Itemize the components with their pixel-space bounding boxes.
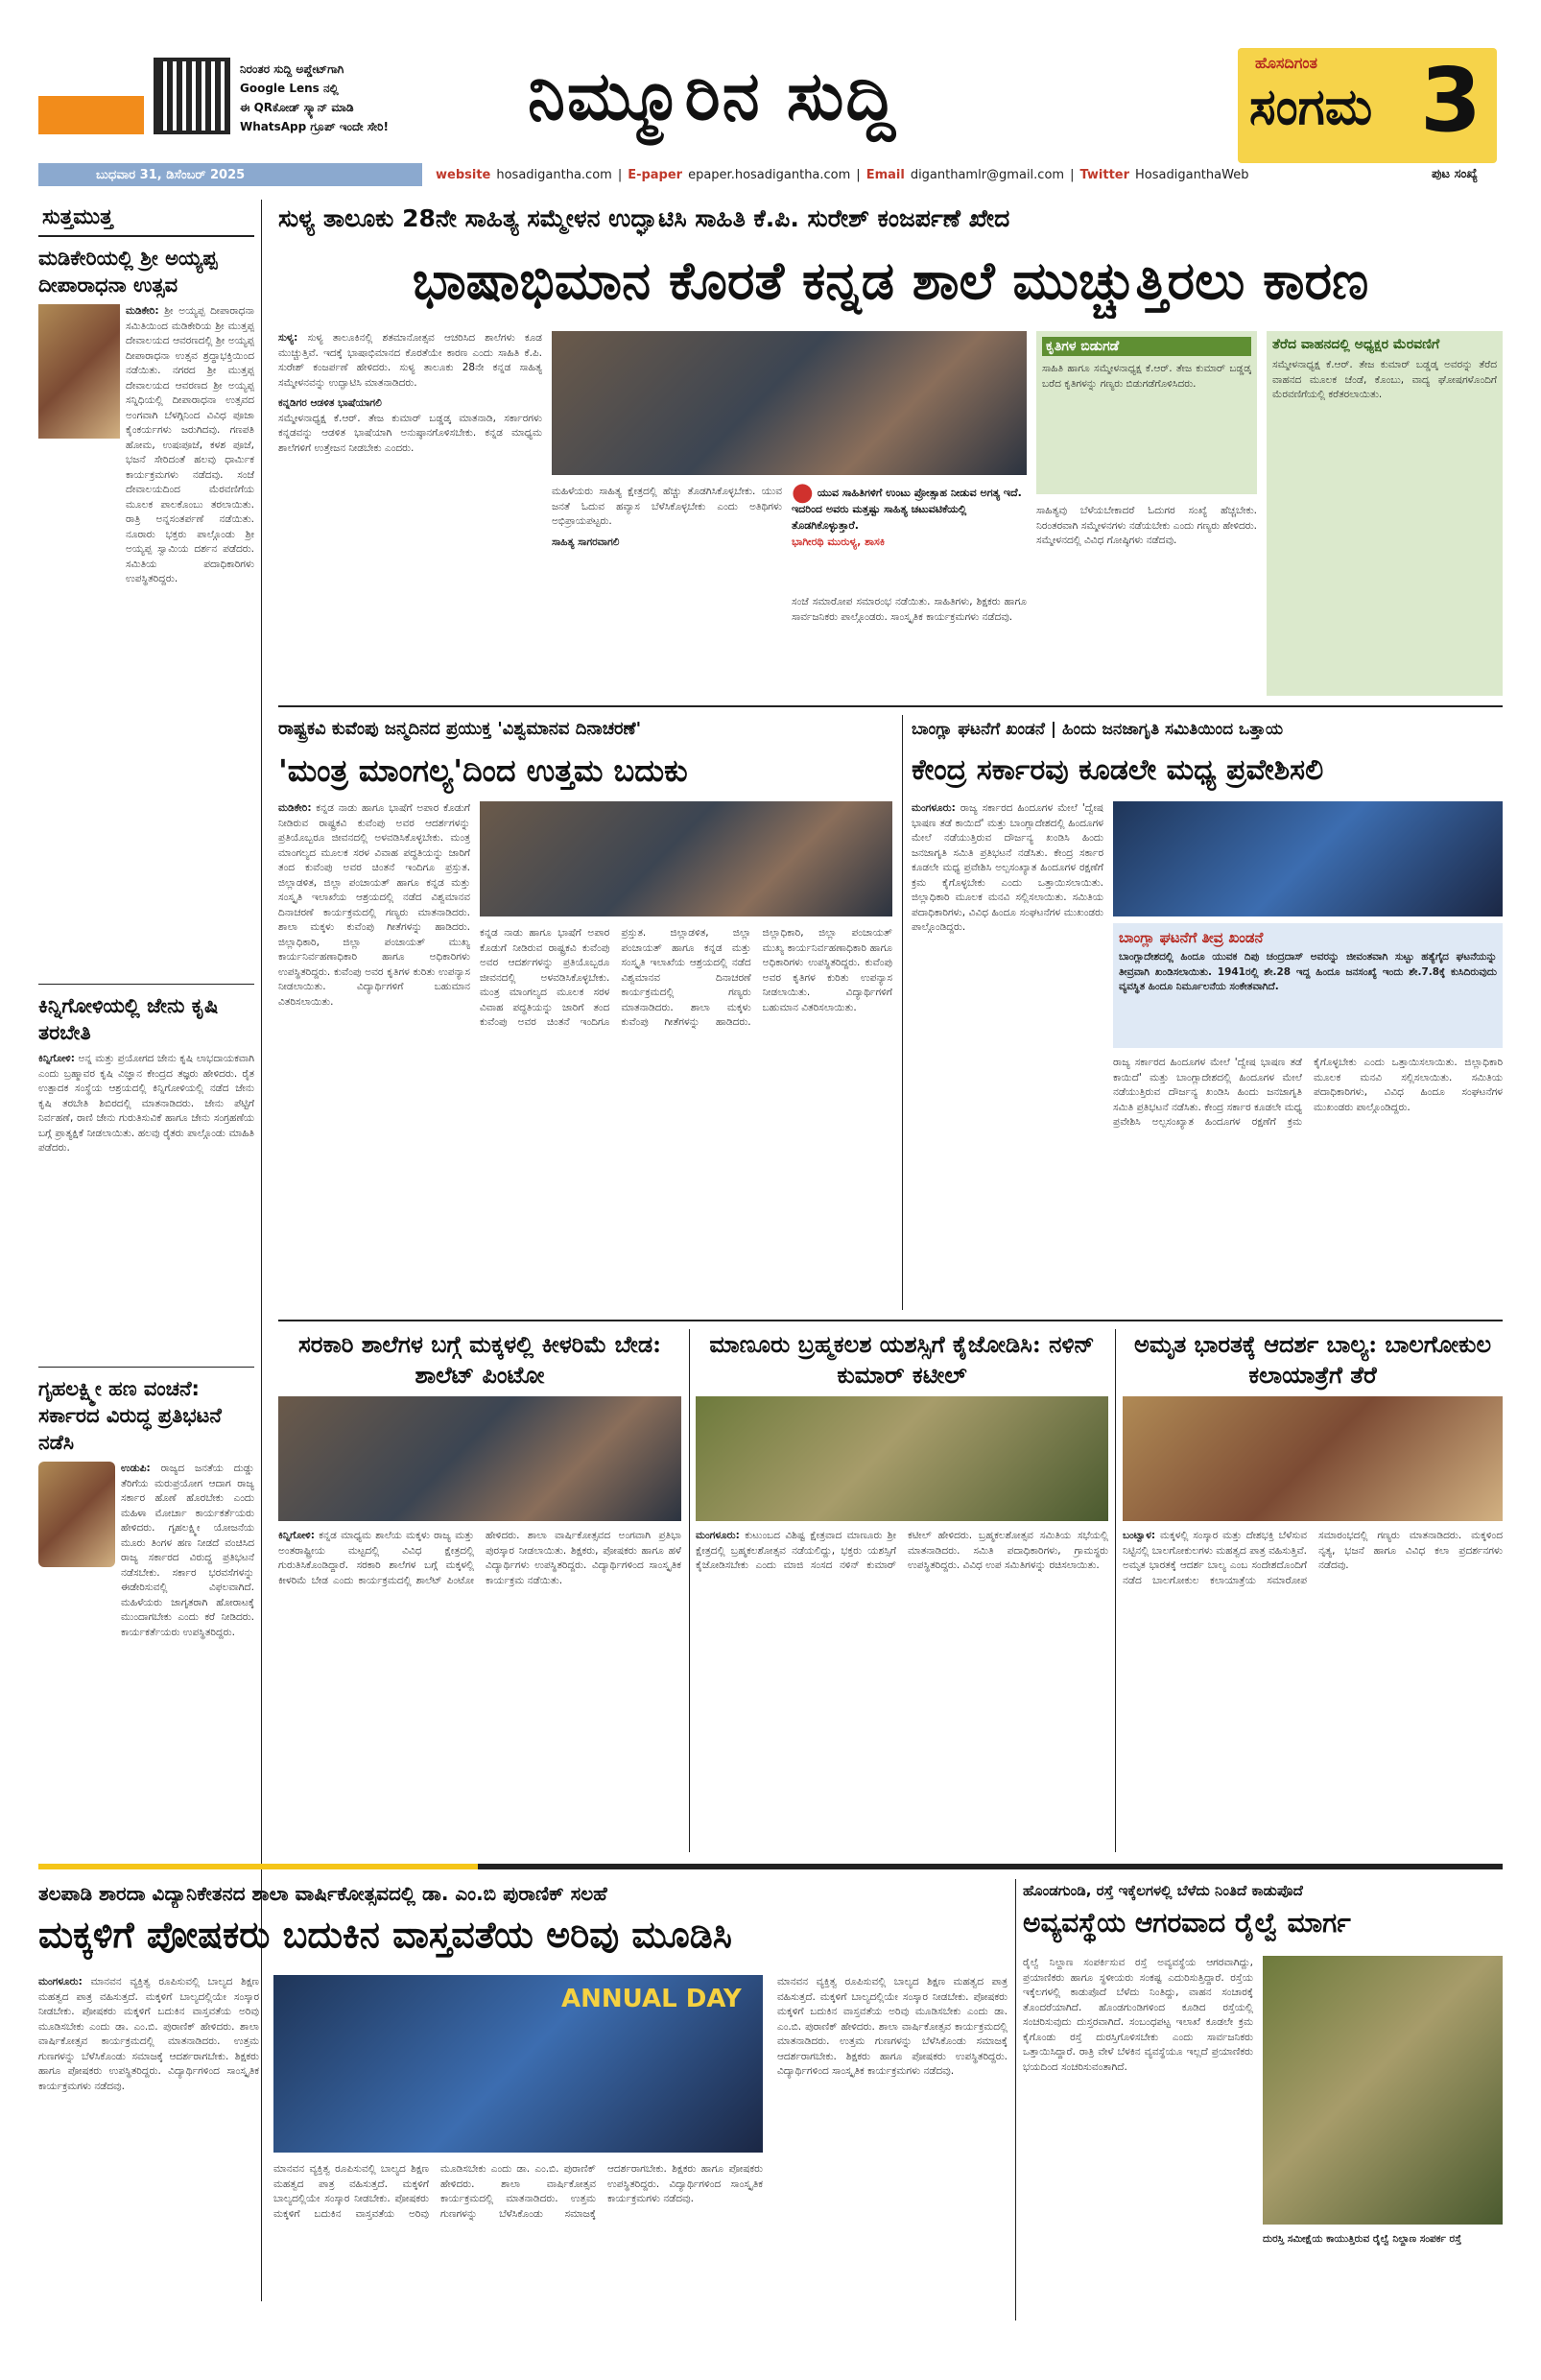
row3-photo <box>1123 1396 1503 1521</box>
dateline: ಮಡಿಕೇರಿ: <box>126 305 159 317</box>
annual-day-photo <box>273 1975 763 2153</box>
box-title: ಬಾಂಗ್ಲಾ ಘಟನೆಗೆ ತೀವ್ರ ಖಂಡನೆ <box>1119 929 1264 946</box>
twitter-link[interactable]: HosadiganthaWeb <box>1135 167 1249 182</box>
sidebar-title: ಸುತ್ತಮುತ್ತ <box>38 200 254 237</box>
brand-block <box>1238 48 1497 163</box>
website-link[interactable]: hosadigantha.com <box>496 167 612 182</box>
sidebar-headline[interactable]: ಮಡಿಕೇರಿಯಲ್ಲಿ ಶ್ರೀ ಅಯ್ಯಪ್ಪ ದೀಪಾರಾಧನಾ ಉತ್ಸವ <box>38 247 218 297</box>
email-link[interactable]: diganthamlr@gmail.com <box>910 167 1065 182</box>
bottom-left-kicker[interactable]: ತಲಪಾಡಿ ಶಾರದಾ ವಿದ್ಯಾನಿಕೇತನದ ಶಾಲಾ ವಾರ್ಷಿಕೋತ್ಸವದಲ್ಲಿ ಡಾ. ಎಂ.ಬಿ ಪುರಾಣಿಕ್ ಸಲಹೆ <box>38 1882 607 1905</box>
edition-date: ಬುಧವಾರ 31, ಡಿಸೆಂಬರ್ 2025 <box>96 167 246 182</box>
bottom-right-story <box>1023 1879 1503 2320</box>
lead-quote <box>792 478 1027 590</box>
sidebar-body: ರಾಜ್ಯದ ಜನತೆಯ ದುಡ್ಡು ತೆರಿಗೆಯ ಮರುಪ್ರಯೋಗ ಆದಾಗ ರಾಜ್ಯ ಸರ್ಕಾರ ಹೊಣೆ ಹೊರಬೇಕು ಎಂದು ಮಹಿಳಾ ಮೋರ್ಚಾ ಕಾರ್ಯಕರ್ತೆಯರು ಹೇಳಿದರು. ಗೃಹಲಕ್ಷ್ಮೀ ಯೋಜನೆಯ ಮೂರು ತಿಂಗಳ ಹಣ ನೀಡದೆ ವಂಚಿಸಿದ ರಾಜ್ಯ ಸರ್ಕಾರದ ವಿರುದ್ಧ ಪ್ರತಿಭಟನೆ ನಡೆಸಬೇಕು. ಸರ್ಕಾರ ಭರವಸೆಗಳನ್ನು ಈಡೇರಿಸುವಲ್ಲಿ ವಿಫಲವಾಗಿದೆ. ಮಹಿಳೆಯರು ಜಾಗೃತರಾಗಿ ಹೋರಾಟಕ್ಕೆ ಮುಂದಾಗಬೇಕು ಎಂದು ಕರೆ ನೀಡಿದರು. ಕಾರ್ಯಕರ್ತೆಯರು ಉಪಸ್ಥಿತರಿದ್ದರು. <box>121 1463 254 1638</box>
story2-body-col <box>278 801 470 1310</box>
box-title: ತೆರೆದ ವಾಹನದಲ್ಲಿ ಅಧ್ಯಕ್ಷರ ಮೆರವಣಿಗೆ <box>1272 337 1440 352</box>
paper-title: ನಿಮ್ಮೂರಿನ ಸುದ್ದಿ <box>528 56 897 135</box>
quote-icon: ● <box>792 478 814 507</box>
story3-headline[interactable]: ಕೇಂದ್ರ ಸರ್ಕಾರವು ಕೂಡಲೇ ಮಧ್ಯ ಪ್ರವೇಶಿಸಲಿ <box>912 753 1324 787</box>
story2-body-cont: ಕನ್ನಡ ನಾಡು ಹಾಗೂ ಭಾಷೆಗೆ ಅಪಾರ ಕೊಡುಗೆ ನೀಡಿರುವ ರಾಷ್ಟ್ರಕವಿ ಕುವೆಂಪು ಅವರ ಆದರ್ಶಗಳನ್ನು ಪ್ರತಿಯೊಬ್ಬರೂ ಜೀವನದಲ್ಲಿ ಅಳವಡಿಸಿಕೊಳ್ಳಬೇಕು. ಮಂತ್ರ ಮಾಂಗಲ್ಯದ ಮೂಲಕ ಸರಳ ವಿವಾಹ ಪದ್ಧತಿಯನ್ನು ಜಾರಿಗೆ ತಂದ ಕುವೆಂಪು ಅವರ ಚಿಂತನೆ ಇಂದಿಗೂ ಪ್ರಸ್ತುತ. ಜಿಲ್ಲಾಡಳಿತ, ಜಿಲ್ಲಾ ಪಂಚಾಯತ್ ಹಾಗೂ ಕನ್ನಡ ಮತ್ತು ಸಂಸ್ಕೃತಿ ಇಲಾಖೆಯ ಆಶ್ರಯದಲ್ಲಿ ನಡೆದ ವಿಶ್ವಮಾನವ ದಿನಾಚರಣೆ ಕಾರ್ಯಕ್ರಮದಲ್ಲಿ ಗಣ್ಯರು ಮಾತನಾಡಿದರು. ಶಾಲಾ ಮಕ್ಕಳು ಕುವೆಂಪು ಗೀತೆಗಳನ್ನು ಹಾಡಿದರು. ಜಿಲ್ಲಾಧಿಕಾರಿ, ಜಿಲ್ಲಾ ಪಂಚಾಯತ್ ಮುಖ್ಯ ಕಾರ್ಯನಿರ್ವಹಣಾಧಿಕಾರಿ ಹಾಗೂ ಅಧಿಕಾರಿಗಳು ಉಪಸ್ಥಿತರಿದ್ದರು. ಕುವೆಂಪು ಅವರ ಕೃತಿಗಳ ಕುರಿತು ಉಪನ್ಯಾಸ ನೀಡಲಾಯಿತು. ವಿದ್ಯಾರ್ಥಿಗಳಿಗೆ ಬಹುಮಾನ ವಿತರಿಸಲಾಯಿತು. <box>480 927 892 1028</box>
promo-line-4: WhatsApp ಗ್ರೂಪ್ ಇಂದೇ ಸೇರಿ! <box>240 120 389 133</box>
sidebar-headline[interactable]: ಗೃಹಲಕ್ಷ್ಮೀ ಹಣ ವಂಚನೆ: ಸರ್ಕಾರದ ವಿರುದ್ಧ ಪ್ರತಿಭಟನೆ ನಡೆಸಿ <box>38 1377 222 1454</box>
row2-bottom-rule <box>278 1320 1503 1321</box>
box-body: ಸಮ್ಮೇಳನಾಧ್ಯಕ್ಷ ಕೆ.ಆರ್. ತೇಜ ಕುಮಾರ್ ಬಡ್ಡಡ್ಕ ಅವರನ್ನು ತೆರೆದ ವಾಹನದ ಮೂಲಕ ಚೆಂಡೆ, ಕೊಂಬು, ವಾದ್ಯ ಘೋಷಗಳೊಂದಿಗೆ ಮೆರವಣಿಗೆಯಲ್ಲಿ ಕರೆತರಲಾಯಿತು. <box>1272 359 1497 400</box>
ayyappa-photo <box>38 304 120 439</box>
lead-subhead-2: ಸಾಹಿತ್ಯ ಸಾಗರವಾಗಲಿ <box>552 536 620 548</box>
lead-photo <box>552 331 1027 475</box>
lead-col-4 <box>1036 504 1257 696</box>
row3-photo <box>696 1396 1108 1521</box>
dateline: ಕಿನ್ನಿಗೋಳಿ: <box>278 1530 315 1541</box>
separator: | <box>617 167 623 182</box>
masthead <box>0 0 1541 192</box>
divider <box>38 1367 254 1368</box>
dateline: ಮಡಿಕೇರಿ: <box>278 802 312 814</box>
sidebar-body: ಶ್ರೀ ಅಯ್ಯಪ್ಪ ದೀಪಾರಾಧನಾ ಸಮಿತಿಯಿಂದ ಮಡಿಕೇರಿಯ ಶ್ರೀ ಮುತ್ತಪ್ಪ ದೇವಾಲಯದ ಆವರಣದಲ್ಲಿ ಶ್ರೀ ಅಯ್ಯಪ್ಪ ದೀಪಾರಾಧನಾ ಉತ್ಸವ ಶ್ರದ್ಧಾಭಕ್ತಿಯಿಂದ ನಡೆಯಿತು. ನಗರದ ಶ್ರೀ ಮುತ್ತಪ್ಪ ದೇವಾಲಯದ ಆವರಣದ ಶ್ರೀ ಅಯ್ಯಪ್ಪ ಸನ್ನಿಧಿಯಲ್ಲಿ ದೀಪಾರಾಧನಾ ಉತ್ಸವದ ಅಂಗವಾಗಿ ಬೆಳಗ್ಗಿನಿಂದ ವಿವಿಧ ಪೂಜಾ ಕೈಂಕರ್ಯಗಳು ಜರುಗಿದವು. ಗಣಪತಿ ಹೋಮ, ಉಷಃಪೂಜೆ, ಕಳಶ ಪೂಜೆ, ಭಜನೆ ಸೇರಿದಂತೆ ಹಲವು ಧಾರ್ಮಿಕ ಕಾರ್ಯಕ್ರಮಗಳು ನಡೆದವು. ಸಂಜೆ ದೇವಾಲಯದಿಂದ ಮೆರವಣಿಗೆಯ ಮೂಲಕ ಪಾಲಕೊಂಬು ತರಲಾಯಿತು. ರಾತ್ರಿ ಅನ್ನಸಂತರ್ಪಣೆ ನಡೆಯಿತು. ನೂರಾರು ಭಕ್ತರು ಪಾಲ್ಗೊಂಡು ಶ್ರೀ ಅಯ್ಯಪ್ಪ ಸ್ವಾಮಿಯ ದರ್ಶನ ಪಡೆದರು. ಸಮಿತಿಯ ಪದಾಧಿಕಾರಿಗಳು ಉಪಸ್ಥಿತರಿದ್ದರು. <box>126 305 254 584</box>
website-label: website <box>436 167 491 182</box>
lead-body-4: ಸಂಜೆ ಸಮಾರೋಪ ಸಮಾರಂಭ ನಡೆಯಿತು. ಸಾಹಿತಿಗಳು, ಶಿಕ್ಷಕರು ಹಾಗೂ ಸಾರ್ವಜನಿಕರು ಪಾಲ್ಗೊಂಡರು. ಸಾಂಸ್ಕೃತಿಕ ಕಾರ್ಯಕ್ರಮಗಳು ನಡೆದವು. <box>792 596 1027 623</box>
lead-body: ಸುಳ್ಯ ತಾಲೂಕಿನಲ್ಲಿ ಶತಮಾನೋತ್ಸವ ಆಚರಿಸಿದ ಶಾಲೆಗಳು ಕೂಡ ಮುಚ್ಚುತ್ತಿವೆ. ಇದಕ್ಕೆ ಭಾಷಾಭಿಮಾನದ ಕೊರತೆಯೇ ಕಾರಣ ಎಂದು ಸಾಹಿತಿ ಕೆ.ಪಿ. ಸುರೇಶ್ ಕಂಜರ್ಪಣೆ ಹೇಳಿದರು. ಸುಳ್ಯ ತಾಲೂಕು 28ನೇ ಕನ್ನಡ ಸಾಹಿತ್ಯ ಸಮ್ಮೇಳನವನ್ನು ಉದ್ಘಾಟಿಸಿ ಮಾತನಾಡಿದರು. <box>278 332 542 389</box>
quote-text: ಯುವ ಸಾಹಿತಿಗಳಿಗೆ ಉಂಟು ಪ್ರೋತ್ಸಾಹ ನೀಡುವ ಅಗತ್ಯ ಇದೆ. ಇದರಿಂದ ಅವರು ಮತ್ತಷ್ಟು ಸಾಹಿತ್ಯ ಚಟುವಟಿಕೆಯಲ್ಲಿ ತೊಡಗಿಕೊಳ್ಳುತ್ತಾರೆ. <box>792 487 1022 532</box>
story2-body-col-2 <box>480 926 892 1310</box>
separator: | <box>856 167 861 182</box>
sidebar-story-1 <box>38 245 254 976</box>
sidebar-body: ಅನ್ನ ಮತ್ತು ಪ್ರಯೋಗದ ಜೇನು ಕೃಷಿ ಲಾಭದಾಯಕವಾಗಿ ಎಂದು ಬ್ರಹ್ಮಾವರ ಕೃಷಿ ವಿಜ್ಞಾನ ಕೇಂದ್ರದ ತಜ್ಞರು ಹೇಳಿದರು. ರೈತ ಉತ್ಪಾದಕ ಸಂಸ್ಥೆಯ ಆಶ್ರಯದಲ್ಲಿ ಕಿನ್ನಿಗೋಳಿಯಲ್ಲಿ ನಡೆದ ಜೇನು ಕೃಷಿ ತರಬೇತಿ ಶಿಬಿರದಲ್ಲಿ ಮಾತನಾಡಿದರು. ಜೇನು ಪೆಟ್ಟಿಗೆ ನಿರ್ವಹಣೆ, ರಾಣಿ ಜೇನು ಗುರುತಿಸುವಿಕೆ ಹಾಗೂ ಜೇನು ಸಂಗ್ರಹಣೆಯ ಬಗ್ಗೆ ಪ್ರಾತ್ಯಕ್ಷಿಕೆ ನೀಡಲಾಯಿತು. ಹಲವು ರೈತರು ಪಾಲ್ಗೊಂಡು ಮಾಹಿತಿ ಪಡೆದರು. <box>38 1053 254 1154</box>
row3-story-3 <box>1123 1329 1503 1852</box>
email-label: Email <box>865 167 905 182</box>
bottom-left-headline[interactable]: ಮಕ್ಕಳಿಗೆ ಪೋಷಕರು ಬದುಕಿನ ವಾಸ್ತವತೆಯ ಅರಿವು ಮೂಡಿಸಿ <box>38 1913 732 1956</box>
lead-headline[interactable]: ಭಾಷಾಭಿಮಾನ ಕೊರತೆ ಕನ್ನಡ ಶಾಲೆ ಮುಚ್ಚುತ್ತಿರಲು ಕಾರಣ <box>412 250 1369 311</box>
lead-col-1 <box>278 331 542 696</box>
row3-story-1 <box>278 1329 681 1852</box>
story3-body-col-2 <box>1113 1056 1503 1310</box>
epaper-link[interactable]: epaper.hosadigantha.com <box>688 167 851 182</box>
row3-body: ಮಕ್ಕಳಲ್ಲಿ ಸಂಸ್ಕಾರ ಮತ್ತು ದೇಶಭಕ್ತಿ ಬೆಳೆಸುವ ನಿಟ್ಟಿನಲ್ಲಿ ಬಾಲಗೋಕುಲಗಳು ಮಹತ್ವದ ಪಾತ್ರ ವಹಿಸುತ್ತಿವೆ. ಅಮೃತ ಭಾರತಕ್ಕೆ ಆದರ್ಶ ಬಾಲ್ಯ ಎಂಬ ಸಂದೇಶದೊಂದಿಗೆ ನಡೆದ ಬಾಲಗೋಕುಲ ಕಲಾಯಾತ್ರೆಯ ಸಮಾರೋಪ ಸಮಾರಂಭದಲ್ಲಿ ಗಣ್ಯರು ಮಾತನಾಡಿದರು. ಮಕ್ಕಳಿಂದ ನೃತ್ಯ, ಭಜನೆ ಹಾಗೂ ವಿವಿಧ ಕಲಾ ಪ್ರದರ್ಶನಗಳು ನಡೆದವು. <box>1123 1530 1503 1586</box>
row3-headline[interactable]: ಮಾಣೂರು ಬ್ರಹ್ಮಕಲಶ ಯಶಸ್ಸಿಗೆ ಕೈಜೋಡಿಸಿ: ನಳಿನ್ ಕುಮಾರ್ ಕಟೀಲ್ <box>709 1330 1095 1389</box>
row3-body: ಕುಟುಂಬದ ವಿಶಿಷ್ಟ ಕ್ಷೇತ್ರವಾದ ಮಾಣೂರು ಶ್ರೀ ಕ್ಷೇತ್ರದಲ್ಲಿ ಬ್ರಹ್ಮಕಲಶೋತ್ಸವ ನಡೆಯಲಿದ್ದು, ಭಕ್ತರು ಯಶಸ್ಸಿಗೆ ಕೈಜೋಡಿಸಬೇಕು ಎಂದು ಮಾಜಿ ಸಂಸದ ನಳಿನ್ ಕುಮಾರ್ ಕಟೀಲ್ ಹೇಳಿದರು. ಬ್ರಹ್ಮಕಲಶೋತ್ಸವ ಸಮಿತಿಯ ಸಭೆಯಲ್ಲಿ ಮಾತನಾಡಿದರು. ಸಮಿತಿ ಪದಾಧಿಕಾರಿಗಳು, ಗ್ರಾಮಸ್ಥರು ಉಪಸ್ಥಿತರಿದ್ದರು. ವಿವಿಧ ಉಪ ಸಮಿತಿಗಳನ್ನು ರಚಿಸಲಾಯಿತು. <box>696 1530 1108 1571</box>
story3-body-col <box>912 801 1103 1310</box>
lead-subhead-1: ಕನ್ನಡಿಗರ ಆಡಳಿತ ಭಾಷೆಯಾಗಲಿ <box>278 397 382 409</box>
story2-headline[interactable]: 'ಮಂತ್ರ ಮಾಂಗಲ್ಯ'ದಿಂದ ಉತ್ತಮ ಬದುಕು <box>278 752 688 789</box>
col-divider <box>1115 1329 1116 1852</box>
lead-kicker[interactable]: ಸುಳ್ಯ ತಾಲೂಕು 28ನೇ ಸಾಹಿತ್ಯ ಸಮ್ಮೇಳನ ಉದ್ಘಾಟಿಸಿ ಸಾಹಿತಿ ಕೆ.ಪಿ. ಸುರೇಶ್ ಕಂಜರ್ಪಣೆ ಖೇದ <box>278 204 1010 232</box>
bottom-left-body: ಮಾನವನ ವ್ಯಕ್ತಿತ್ವ ರೂಪಿಸುವಲ್ಲಿ ಬಾಲ್ಯದ ಶಿಕ್ಷಣ ಮಹತ್ವದ ಪಾತ್ರ ವಹಿಸುತ್ತದೆ. ಮಕ್ಕಳಿಗೆ ಬಾಲ್ಯದಲ್ಲಿಯೇ ಸಂಸ್ಕಾರ ನೀಡಬೇಕು. ಪೋಷಕರು ಮಕ್ಕಳಿಗೆ ಬದುಕಿನ ವಾಸ್ತವತೆಯ ಅರಿವು ಮೂಡಿಸಬೇಕು ಎಂದು ಡಾ. ಎಂ.ಬಿ. ಪುರಾಣಿಕ್ ಹೇಳಿದರು. ಶಾಲಾ ವಾರ್ಷಿಕೋತ್ಸವ ಕಾರ್ಯಕ್ರಮದಲ್ಲಿ ಮಾತನಾಡಿದರು. ಉತ್ತಮ ಗುಣಗಳನ್ನು ಬೆಳೆಸಿಕೊಂಡು ಸಮಾಜಕ್ಕೆ ಆದರ್ಶರಾಗಬೇಕು. ಶಿಕ್ಷಕರು ಹಾಗೂ ಪೋಷಕರು ಉಪಸ್ಥಿತರಿದ್ದರು. ವಿದ್ಯಾರ್ಥಿಗಳಿಂದ ಸಾಂಸ್ಕೃತಿಕ ಕಾರ್ಯಕ್ರಮಗಳು ನಡೆದವು. <box>38 1976 259 2092</box>
lead-bottom-rule <box>278 705 1503 707</box>
row3-story-2 <box>696 1329 1108 1852</box>
story3-box <box>1113 923 1503 1048</box>
dateline: ಉಡುಪಿ: <box>121 1463 151 1474</box>
story2-kicker[interactable]: ರಾಷ್ಟ್ರಕವಿ ಕುವೆಂಪು ಜನ್ಮದಿನದ ಪ್ರಯುಕ್ತ 'ವಿಶ್ವಮಾನವ ದಿನಾಚರಣೆ' <box>278 719 642 739</box>
page-tag: ಪುಟ ಸಂಖ್ಯೆ <box>1407 163 1503 186</box>
photo-caption: ದುರಸ್ತಿ ಸಮೀಕ್ಷೆಯ ಕಾಯುತ್ತಿರುವ ರೈಲ್ವೆ ನಿಲ್ದಾಣ ಸಂಪರ್ಕ ರಸ್ತೆ <box>1263 2233 1461 2245</box>
story3-body-cont: ರಾಜ್ಯ ಸರ್ಕಾರದ ಹಿಂದೂಗಳ ಮೇಲೆ 'ದ್ವೇಷ ಭಾಷಣ ತಡೆ ಕಾಯಿದೆ' ಮತ್ತು ಬಾಂಗ್ಲಾದೇಶದಲ್ಲಿ ಹಿಂದೂಗಳ ಮೇಲೆ ನಡೆಯುತ್ತಿರುವ ದೌರ್ಜನ್ಯ ಖಂಡಿಸಿ ಹಿಂದು ಜನಜಾಗೃತಿ ಸಮಿತಿ ಪ್ರತಿಭಟನೆ ನಡೆಸಿತು. ಕೇಂದ್ರ ಸರ್ಕಾರ ಕೂಡಲೇ ಮಧ್ಯ ಪ್ರವೇಶಿಸಿ ಅಲ್ಪಸಂಖ್ಯಾತ ಹಿಂದೂಗಳ ರಕ್ಷಣೆಗೆ ಕ್ರಮ ಕೈಗೊಳ್ಳಬೇಕು ಎಂದು ಒತ್ತಾಯಿಸಲಾಯಿತು. ಜಿಲ್ಲಾಧಿಕಾರಿ ಮೂಲಕ ಮನವಿ ಸಲ್ಲಿಸಲಾಯಿತು. ಸಮಿತಿಯ ಪದಾಧಿಕಾರಿಗಳು, ವಿವಿಧ ಹಿಂದೂ ಸಂಘಟನೆಗಳ ಮುಖಂಡರು ಪಾಲ್ಗೊಂಡಿದ್ದರು. <box>1113 1057 1503 1128</box>
portrait-photo <box>38 1462 115 1567</box>
sidebar-headline[interactable]: ಕಿನ್ನಿಗೋಳಿಯಲ್ಲಿ ಜೇನು ಕೃಷಿ ತರಬೇತಿ <box>38 994 219 1044</box>
lead-col-3 <box>792 595 1027 696</box>
story3-kicker[interactable]: ಬಾಂಗ್ಲಾ ಘಟನೆಗೆ ಖಂಡನೆ | ಹಿಂದು ಜನಜಾಗೃತಿ ಸಮಿತಿಯಿಂದ ಒತ್ತಾಯ <box>912 720 1284 739</box>
bottom-right-body: ರೈಲ್ವೆ ನಿಲ್ದಾಣ ಸಂಪರ್ಕಿಸುವ ರಸ್ತೆ ಅವ್ಯವಸ್ಥೆಯ ಆಗರವಾಗಿದ್ದು, ಪ್ರಯಾಣಿಕರು ಹಾಗೂ ಸ್ಥಳೀಯರು ಸಂಕಷ್ಟ ಎದುರಿಸುತ್ತಿದ್ದಾರೆ. ರಸ್ತೆಯ ಇಕ್ಕೆಲಗಳಲ್ಲಿ ಕಾಡುಪೊದೆ ಬೆಳೆದು ನಿಂತಿದ್ದು, ವಾಹನ ಸಂಚಾರಕ್ಕೆ ತೊಂದರೆಯಾಗಿದೆ. ಹೊಂಡಗುಂಡಿಗಳಿಂದ ಕೂಡಿದ ರಸ್ತೆಯಲ್ಲಿ ಸಂಚರಿಸುವುದು ದುಸ್ತರವಾಗಿದೆ. ಸಂಬಂಧಪಟ್ಟ ಇಲಾಖೆ ಕೂಡಲೇ ಕ್ರಮ ಕೈಗೊಂಡು ರಸ್ತೆ ದುರಸ್ತಿಗೊಳಿಸಬೇಕು ಎಂದು ಸಾರ್ವಜನಿಕರು ಒತ್ತಾಯಿಸಿದ್ದಾರೆ. ರಾತ್ರಿ ವೇಳೆ ಬೆಳಕಿನ ವ್ಯವಸ್ಥೆಯೂ ಇಲ್ಲದೆ ಪ್ರಯಾಣಿಕರು ಭಯದಿಂದ ಸಂಚರಿಸುವಂತಾಗಿದೆ. <box>1023 1957 1253 2073</box>
brand-name: ಸಂಗಮ <box>1249 78 1373 136</box>
row3-photo <box>278 1396 681 1521</box>
dateline: ಕಿನ್ನಿಗೋಳಿ: <box>38 1053 75 1064</box>
dateline: ಬಂಟ್ವಾಳ: <box>1123 1530 1156 1541</box>
dateline: ಮಂಗಳೂರು: <box>38 1976 83 1987</box>
promo-line-1: ನಿರಂತರ ಸುದ್ದಿ ಅಪ್ಡೇಟ್‌ಗಾಗಿ <box>240 62 344 76</box>
quote-author: ಭಾಗೀರಥಿ ಮುರುಳ್ಯ, ಶಾಸಕಿ <box>792 536 886 548</box>
brand-small: ಹೊಸದಿಗಂತ <box>1255 54 1317 72</box>
col-divider <box>902 715 903 1310</box>
sidebar-story-2 <box>38 992 254 1359</box>
bottom-right-kicker[interactable]: ಹೊಂಡಗುಂಡಿ, ರಸ್ತೆ ಇಕ್ಕೆಲಗಳಲ್ಲಿ ಬೆಳೆದು ನಿಂತಿದೆ ಕಾಡುಪೊದೆ <box>1023 1882 1303 1899</box>
promo-line-2: Google Lens ನಲ್ಲಿ <box>240 82 339 95</box>
page-number: 3 <box>1420 49 1482 152</box>
box-body: ಸಾಹಿತಿ ಹಾಗೂ ಸಮ್ಮೇಳನಾಧ್ಯಕ್ಷ ಕೆ.ಆರ್. ತೇಜ ಕುಮಾರ್ ಬಡ್ಡಡ್ಕ ಬರೆದ ಕೃತಿಗಳನ್ನು ಗಣ್ಯರು ಬಿಡುಗಡೆಗೊಳಿಸಿದರು. <box>1042 363 1251 390</box>
qr-promo <box>240 60 470 146</box>
row3-body: ಕನ್ನಡ ಮಾಧ್ಯಮ ಶಾಲೆಯ ಮಕ್ಕಳು ರಾಜ್ಯ ಮತ್ತು ಅಂತರಾಷ್ಟ್ರೀಯ ಮಟ್ಟದಲ್ಲಿ ವಿವಿಧ ಕ್ಷೇತ್ರದಲ್ಲಿ ಗುರುತಿಸಿಕೊಂಡಿದ್ದಾರೆ. ಸರಕಾರಿ ಶಾಲೆಗಳ ಬಗ್ಗೆ ಮಕ್ಕಳಲ್ಲಿ ಕೀಳರಿಮೆ ಬೇಡ ಎಂದು ಕಾರ್ಯಕ್ರಮದಲ್ಲಿ ಶಾಲೆಟ್ ಪಿಂಟೋ ಹೇಳಿದರು. ಶಾಲಾ ವಾರ್ಷಿಕೋತ್ಸವದ ಅಂಗವಾಗಿ ಪ್ರತಿಭಾ ಪುರಸ್ಕಾರ ನೀಡಲಾಯಿತು. ಶಿಕ್ಷಕರು, ಪೋಷಕರು ಹಾಗೂ ಹಳೆ ವಿದ್ಯಾರ್ಥಿಗಳು ಉಪಸ್ಥಿತರಿದ್ದರು. ವಿದ್ಯಾರ್ಥಿಗಳಿಂದ ಸಾಂಸ್ಕೃತಿಕ ಕಾರ್ಯಕ್ರಮ ನಡೆಯಿತು. <box>278 1530 681 1586</box>
box-body: ಬಾಂಗ್ಲಾದೇಶದಲ್ಲಿ ಹಿಂದೂ ಯುವಕ ದಿಪು ಚಂದ್ರದಾಸ್ ಅವರನ್ನು ಜೀವಂತವಾಗಿ ಸುಟ್ಟು ಹತ್ಯೆಗೈದ ಘಟನೆಯನ್ನು ತೀವ್ರವಾಗಿ ಖಂಡಿಸಲಾಯಿತು. 1941ರಲ್ಲಿ ಶೇ.28 ಇದ್ದ ಹಿಂದೂ ಜನಸಂಖ್ಯೆ ಇಂದು ಶೇ.7.8ಕ್ಕೆ ಕುಸಿದಿರುವುದು ವ್ಯವಸ್ಥಿತ ಹಿಂದೂ ನಿರ್ಮೂಲನೆಯ ಸಂಕೇತವಾಗಿದೆ. <box>1119 951 1497 992</box>
divider <box>38 984 254 985</box>
bottom-band <box>38 1864 1503 1869</box>
lead-body-2: ಸಮ್ಮೇಳನಾಧ್ಯಕ್ಷ ಕೆ.ಆರ್. ತೇಜ ಕುಮಾರ್ ಬಡ್ಡಡ್ಕ ಮಾತನಾಡಿ, ಸರ್ಕಾರಗಳು ಕನ್ನಡವನ್ನು ಆಡಳಿತ ಭಾಷೆಯಾಗಿ ಅನುಷ್ಠಾನಗೊಳಿಸಬೇಕು. ಕನ್ನಡ ಮಾಧ್ಯಮ ಶಾಲೆಗಳಿಗೆ ಉತ್ತೇಜನ ನೀಡಬೇಕು ಎಂದರು. <box>278 412 542 454</box>
promo-line-3: ಈ QRಕೋಡ್ ಸ್ಕ್ಯಾನ್ ಮಾಡಿ <box>240 101 354 114</box>
lead-box-1 <box>1036 331 1257 494</box>
lead-col-2 <box>552 485 782 696</box>
dateline: ಸುಳ್ಯ: <box>278 332 298 344</box>
twitter-label: Twitter <box>1079 167 1130 182</box>
story3-body: ರಾಜ್ಯ ಸರ್ಕಾರದ ಹಿಂದೂಗಳ ಮೇಲೆ 'ದ್ವೇಷ ಭಾಷಣ ತಡೆ ಕಾಯಿದೆ' ಮತ್ತು ಬಾಂಗ್ಲಾದೇಶದಲ್ಲಿ ಹಿಂದೂಗಳ ಮೇಲೆ ನಡೆಯುತ್ತಿರುವ ದೌರ್ಜನ್ಯ ಖಂಡಿಸಿ ಹಿಂದು ಜನಜಾಗೃತಿ ಸಮಿತಿ ಪ್ರತಿಭಟನೆ ನಡೆಸಿತು. ಕೇಂದ್ರ ಸರ್ಕಾರ ಕೂಡಲೇ ಮಧ್ಯ ಪ್ರವೇಶಿಸಿ ಅಲ್ಪಸಂಖ್ಯಾತ ಹಿಂದೂಗಳ ರಕ್ಷಣೆಗೆ ಕ್ರಮ ಕೈಗೊಳ್ಳಬೇಕು ಎಂದು ಒತ್ತಾಯಿಸಲಾಯಿತು. ಜಿಲ್ಲಾಧಿಕಾರಿ ಮೂಲಕ ಮನವಿ ಸಲ್ಲಿಸಲಾಯಿತು. ಸಮಿತಿಯ ಪದಾಧಿಕಾರಿಗಳು, ವಿವಿಧ ಹಿಂದೂ ಸಂಘಟನೆಗಳ ಮುಖಂಡರು ಪಾಲ್ಗೊಂಡಿದ್ದರು. <box>912 802 1103 933</box>
bottom-left-story <box>38 1879 1008 2320</box>
box-title: ಕೃತಿಗಳ ಬಿಡುಗಡೆ <box>1042 337 1251 356</box>
info-bar <box>38 163 1503 186</box>
story2-photo <box>480 801 892 916</box>
row3-headline[interactable]: ಸರಕಾರಿ ಶಾಲೆಗಳ ಬಗ್ಗೆ ಮಕ್ಕಳಲ್ಲಿ ಕೀಳರಿಮೆ ಬೇಡ: ಶಾಲೆಟ್ ಪಿಂಟೋ <box>298 1330 661 1389</box>
bottom-right-headline[interactable]: ಅವ್ಯವಸ್ಥೆಯ ಆಗರವಾದ ರೈಲ್ವೆ ಮಾರ್ಗ <box>1023 1907 1351 1939</box>
qr-code[interactable] <box>154 58 230 134</box>
lead-box-2 <box>1267 331 1503 696</box>
story2-body: ಕನ್ನಡ ನಾಡು ಹಾಗೂ ಭಾಷೆಗೆ ಅಪಾರ ಕೊಡುಗೆ ನೀಡಿರುವ ರಾಷ್ಟ್ರಕವಿ ಕುವೆಂಪು ಅವರ ಆದರ್ಶಗಳನ್ನು ಪ್ರತಿಯೊಬ್ಬರೂ ಜೀವನದಲ್ಲಿ ಅಳವಡಿಸಿಕೊಳ್ಳಬೇಕು. ಮಂತ್ರ ಮಾಂಗಲ್ಯದ ಮೂಲಕ ಸರಳ ವಿವಾಹ ಪದ್ಧತಿಯನ್ನು ಜಾರಿಗೆ ತಂದ ಕುವೆಂಪು ಅವರ ಚಿಂತನೆ ಇಂದಿಗೂ ಪ್ರಸ್ತುತ. ಜಿಲ್ಲಾಡಳಿತ, ಜಿಲ್ಲಾ ಪಂಚಾಯತ್ ಹಾಗೂ ಕನ್ನಡ ಮತ್ತು ಸಂಸ್ಕೃತಿ ಇಲಾಖೆಯ ಆಶ್ರಯದಲ್ಲಿ ನಡೆದ ವಿಶ್ವಮಾನವ ದಿನಾಚರಣೆ ಕಾರ್ಯಕ್ರಮದಲ್ಲಿ ಗಣ್ಯರು ಮಾತನಾಡಿದರು. ಶಾಲಾ ಮಕ್ಕಳು ಕುವೆಂಪು ಗೀತೆಗಳನ್ನು ಹಾಡಿದರು. ಜಿಲ್ಲಾಧಿಕಾರಿ, ಜಿಲ್ಲಾ ಪಂಚಾಯತ್ ಮುಖ್ಯ ಕಾರ್ಯನಿರ್ವಹಣಾಧಿಕಾರಿ ಹಾಗೂ ಅಧಿಕಾರಿಗಳು ಉಪಸ್ಥಿತರಿದ್ದರು. ಕುವೆಂಪು ಅವರ ಕೃತಿಗಳ ಕುರಿತು ಉಪನ್ಯಾಸ ನೀಡಲಾಯಿತು. ವಿದ್ಯಾರ್ಥಿಗಳಿಗೆ ಬಹುಮಾನ ವಿತರಿಸಲಾಯಿತು. <box>278 802 470 1008</box>
bottom-left-body-cont: ಮಾನವನ ವ್ಯಕ್ತಿತ್ವ ರೂಪಿಸುವಲ್ಲಿ ಬಾಲ್ಯದ ಶಿಕ್ಷಣ ಮಹತ್ವದ ಪಾತ್ರ ವಹಿಸುತ್ತದೆ. ಮಕ್ಕಳಿಗೆ ಬಾಲ್ಯದಲ್ಲಿಯೇ ಸಂಸ್ಕಾರ ನೀಡಬೇಕು. ಪೋಷಕರು ಮಕ್ಕಳಿಗೆ ಬದುಕಿನ ವಾಸ್ತವತೆಯ ಅರಿವು ಮೂಡಿಸಬೇಕು ಎಂದು ಡಾ. ಎಂ.ಬಿ. ಪುರಾಣಿಕ್ ಹೇಳಿದರು. ಶಾಲಾ ವಾರ್ಷಿಕೋತ್ಸವ ಕಾರ್ಯಕ್ರಮದಲ್ಲಿ ಮಾತನಾಡಿದರು. ಉತ್ತಮ ಗುಣಗಳನ್ನು ಬೆಳೆಸಿಕೊಂಡು ಸಮಾಜಕ್ಕೆ ಆದರ್ಶರಾಗಬೇಕು. ಶಿಕ್ಷಕರು ಹಾಗೂ ಪೋಷಕರು ಉಪಸ್ಥಿತರಿದ್ದರು. ವಿದ್ಯಾರ್ಥಿಗಳಿಂದ ಸಾಂಸ್ಕೃತಿಕ ಕಾರ್ಯಕ್ರಮಗಳು ನಡೆದವು. <box>273 2163 763 2220</box>
lead-body-3: ಮಹಿಳೆಯರು ಸಾಹಿತ್ಯ ಕ್ಷೇತ್ರದಲ್ಲಿ ಹೆಚ್ಚು ತೊಡಗಿಸಿಕೊಳ್ಳಬೇಕು. ಯುವ ಜನತೆ ಓದುವ ಹವ್ಯಾಸ ಬೆಳೆಸಿಕೊಳ್ಳಬೇಕು ಎಂದು ಅತಿಥಿಗಳು ಅಭಿಪ್ರಾಯಪಟ್ಟರು. <box>552 486 782 527</box>
col-divider <box>1015 1879 1016 2320</box>
photo-banner-text: ANNUAL DAY <box>561 1985 742 2013</box>
col-divider <box>689 1329 690 1852</box>
epaper-label: E-paper <box>628 167 683 182</box>
dateline: ಮಂಗಳೂರು: <box>696 1530 740 1541</box>
story3-photo <box>1113 801 1503 916</box>
orange-strip <box>38 96 144 134</box>
lead-body-5: ಸಾಹಿತ್ಯವು ಬೆಳೆಯಬೇಕಾದರೆ ಓದುಗರ ಸಂಖ್ಯೆ ಹೆಚ್ಚಬೇಕು. ನಿರಂತರವಾಗಿ ಸಮ್ಮೇಳನಗಳು ನಡೆಯಬೇಕು ಎಂದು ಗಣ್ಯರು ಹೇಳಿದರು. ಸಮ್ಮೇಳನದಲ್ಲಿ ವಿವಿಧ ಗೋಷ್ಠಿಗಳು ನಡೆದವು. <box>1036 505 1257 546</box>
separator: | <box>1070 167 1075 182</box>
dateline: ಮಂಗಳೂರು: <box>912 802 956 814</box>
row3-headline[interactable]: ಅಮೃತ ಭಾರತಕ್ಕೆ ಆದರ್ಶ ಬಾಲ್ಯ: ಬಾಲಗೋಕುಲ ಕಲಾಯಾತ್ರೆಗೆ ತೆರೆ <box>1134 1330 1491 1389</box>
bottom-left-body-cont-2: ಮಾನವನ ವ್ಯಕ್ತಿತ್ವ ರೂಪಿಸುವಲ್ಲಿ ಬಾಲ್ಯದ ಶಿಕ್ಷಣ ಮಹತ್ವದ ಪಾತ್ರ ವಹಿಸುತ್ತದೆ. ಮಕ್ಕಳಿಗೆ ಬಾಲ್ಯದಲ್ಲಿಯೇ ಸಂಸ್ಕಾರ ನೀಡಬೇಕು. ಪೋಷಕರು ಮಕ್ಕಳಿಗೆ ಬದುಕಿನ ವಾಸ್ತವತೆಯ ಅರಿವು ಮೂಡಿಸಬೇಕು ಎಂದು ಡಾ. ಎಂ.ಬಿ. ಪುರಾಣಿಕ್ ಹೇಳಿದರು. ಶಾಲಾ ವಾರ್ಷಿಕೋತ್ಸವ ಕಾರ್ಯಕ್ರಮದಲ್ಲಿ ಮಾತನಾಡಿದರು. ಉತ್ತಮ ಗುಣಗಳನ್ನು ಬೆಳೆಸಿಕೊಂಡು ಸಮಾಜಕ್ಕೆ ಆದರ್ಶರಾಗಬೇಕು. ಶಿಕ್ಷಕರು ಹಾಗೂ ಪೋಷಕರು ಉಪಸ್ಥಿತರಿದ್ದರು. ವಿದ್ಯಾರ್ಥಿಗಳಿಂದ ಸಾಂಸ್ಕೃತಿಕ ಕಾರ್ಯಕ್ರಮಗಳು ನಡೆದವು. <box>777 1976 1008 2077</box>
railway-road-photo <box>1263 1956 1503 2225</box>
